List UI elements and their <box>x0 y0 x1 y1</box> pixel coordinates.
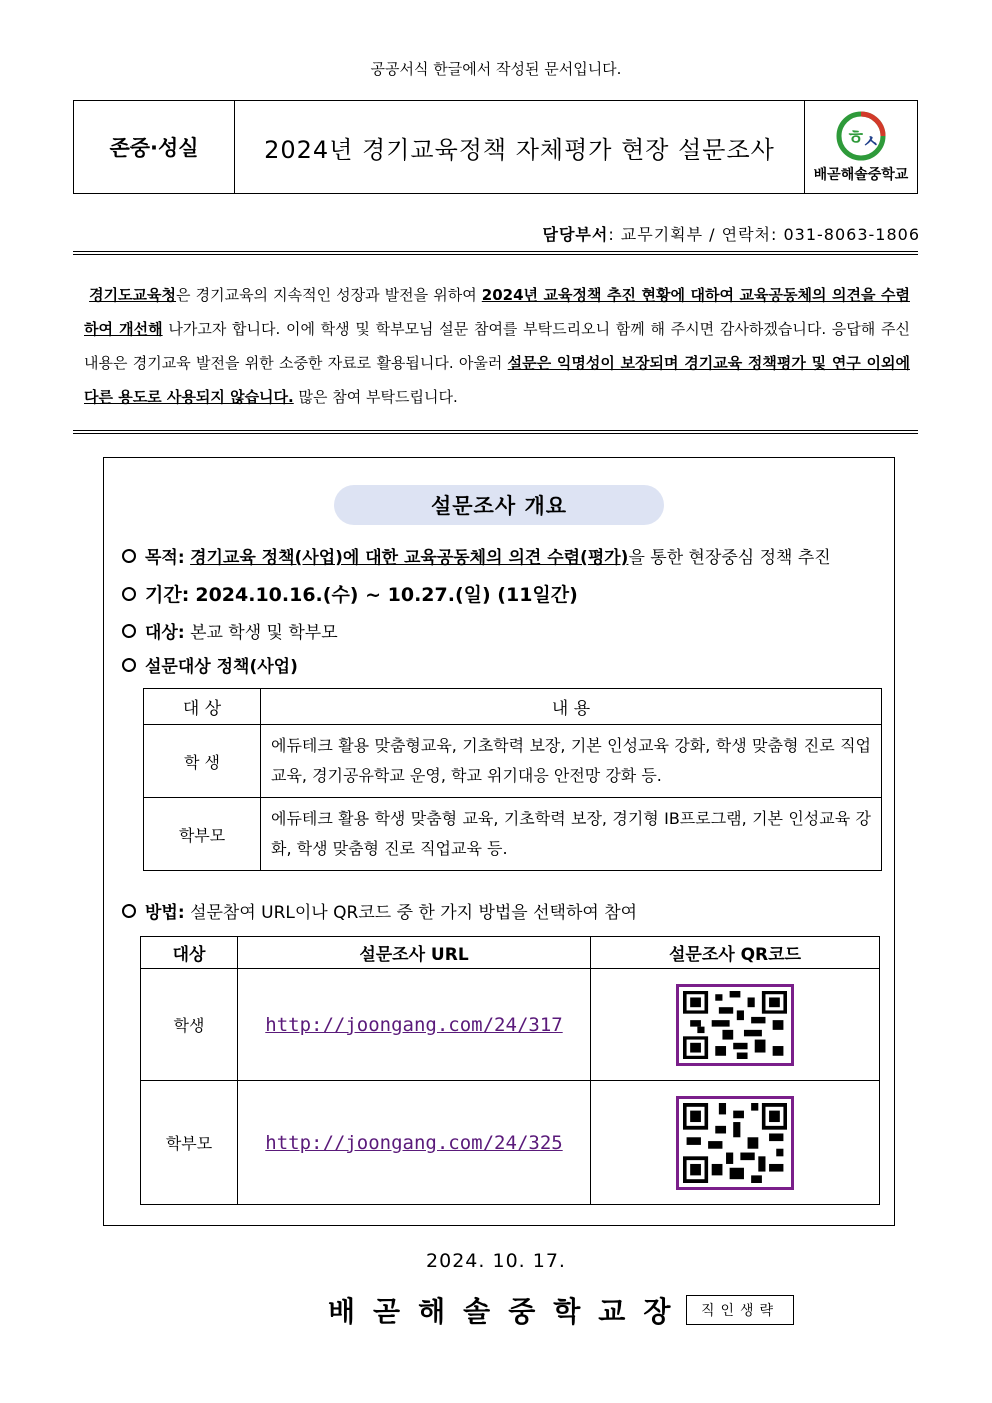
divider <box>73 430 918 434</box>
policy-label: 설문대상 정책(사업) <box>145 657 298 677</box>
document-title: 2024년 경기교육정책 자체평가 현장 설문조사 <box>235 101 805 193</box>
target-value: 본교 학생 및 학부모 <box>190 623 338 643</box>
table-row <box>141 1081 880 1205</box>
period-line <box>122 580 578 607</box>
table-cell: 학생 <box>141 969 238 1081</box>
intro-emphasis-2: 설문은 익명성이 보장되며 경기교육 정책평가 및 연구 이외에 다른 용도로 사용되지 않습니다. <box>84 354 910 406</box>
department-contact: : 교무기획부 / 연락처: 031-8063-1806 <box>608 225 920 244</box>
overview-title: 설문조사 개요 <box>334 485 664 525</box>
department-label: 담당부서 <box>542 225 609 244</box>
qr-code-icon <box>683 1103 787 1183</box>
purpose-label: 목적: <box>145 548 185 568</box>
purpose-rest: 을 통한 현장중심 정책 추진 <box>628 548 831 568</box>
department-info <box>542 222 920 245</box>
student-qr-code[interactable] <box>676 984 794 1066</box>
intro-paragraph <box>84 278 910 414</box>
table-header: 대 상 <box>144 689 261 725</box>
parent-survey-link[interactable]: http://joongang.com/24/325 <box>265 1131 563 1154</box>
parent-qr-code[interactable] <box>676 1096 794 1190</box>
circle-bullet-icon <box>122 658 136 672</box>
table-cell: 학 생 <box>144 725 261 798</box>
intro-emphasis-1: 2024년 교육정책 추진 현황에 대하여 교육공동체의 의견을 수렴하여 개선해 <box>84 286 910 338</box>
table-cell: 에듀테크 활용 학생 맞춤형 교육, 기초학력 보장, 경기형 IB프로그램, 기본 인성교육 강화, 학생 맞춤형 진로 직업교육 등. <box>261 798 882 871</box>
table-header: 설문조사 QR코드 <box>591 937 880 969</box>
school-motto: 존중·성실 <box>74 101 235 193</box>
table-row <box>144 725 882 798</box>
purpose-line <box>122 543 831 568</box>
circle-bullet-icon <box>122 587 136 601</box>
school-emblem-icon <box>826 110 896 162</box>
student-survey-link[interactable]: http://joongang.com/24/317 <box>265 1013 563 1036</box>
divider <box>73 251 918 255</box>
period-label: 기간: <box>145 584 190 606</box>
school-logo-name: 배곧해솔중학교 <box>813 167 909 183</box>
intro-text-3: 많은 참여 부탁드립니다. <box>293 388 458 406</box>
signer-name: 배곧해솔중학교장 <box>328 1295 689 1328</box>
method-value: 설문참여 URL이나 QR코드 중 한 가지 방법을 선택하여 참여 <box>190 903 638 923</box>
table-row <box>141 969 880 1081</box>
table-cell: 에듀테크 활용 맞춤형교육, 기초학력 보장, 기본 인성교육 강화, 학생 맞춤형 진로 직업교육, 경기공유학교 운영, 학교 위기대응 안전망 강화 등. <box>261 725 882 798</box>
period-value: 2024.10.16.(수) ~ 10.27.(일) (11일간) <box>195 584 578 606</box>
svg-text:ㅅ: ㅅ <box>862 132 880 153</box>
circle-bullet-icon <box>122 549 136 563</box>
table-cell: 학부모 <box>141 1081 238 1205</box>
document-header <box>73 100 918 194</box>
circle-bullet-icon <box>122 624 136 638</box>
table-header: 내 용 <box>261 689 882 725</box>
intro-org: 경기도교육청 <box>89 286 177 304</box>
qr-code-icon <box>683 991 787 1059</box>
intro-text-2: 나가고자 합니다. 이에 학생 및 학부모님 설문 참여를 부탁드리오니 함께 해 주시면 감사하겠습니다. 응답해 주신 내용은 경기교육 발전을 위한 소중한 자료로 활용됩니다. 아울러 <box>84 320 910 372</box>
intro-text-1: 은 경기교육의 지속적인 성장과 발전을 위하여 <box>176 286 482 304</box>
method-label: 방법: <box>145 903 185 923</box>
table-header: 대상 <box>141 937 238 969</box>
document-notice: 공공서식 한글에서 작성된 문서입니다. <box>370 60 622 78</box>
table-header-row <box>141 937 880 969</box>
survey-method-table <box>140 936 880 1205</box>
table-cell <box>591 1081 880 1205</box>
table-header-row <box>144 689 882 725</box>
school-logo <box>805 101 917 193</box>
table-cell <box>238 969 591 1081</box>
policy-line <box>122 652 298 677</box>
document-date: 2024. 10. 17. <box>426 1250 566 1272</box>
circle-bullet-icon <box>122 904 136 918</box>
svg-text:ㅎ: ㅎ <box>846 125 866 149</box>
table-header: 설문조사 URL <box>238 937 591 969</box>
policy-table <box>143 688 882 871</box>
purpose-emphasis: 경기교육 정책(사업)에 대한 교육공동체의 의견 수렴(평가) <box>190 548 629 568</box>
target-line <box>122 618 338 643</box>
table-cell: 학부모 <box>144 798 261 871</box>
table-row <box>144 798 882 871</box>
seal-omitted-box: 직인생략 <box>686 1295 794 1325</box>
target-label: 대상: <box>145 623 185 643</box>
table-cell <box>591 969 880 1081</box>
table-cell <box>238 1081 591 1205</box>
method-line <box>122 898 637 923</box>
